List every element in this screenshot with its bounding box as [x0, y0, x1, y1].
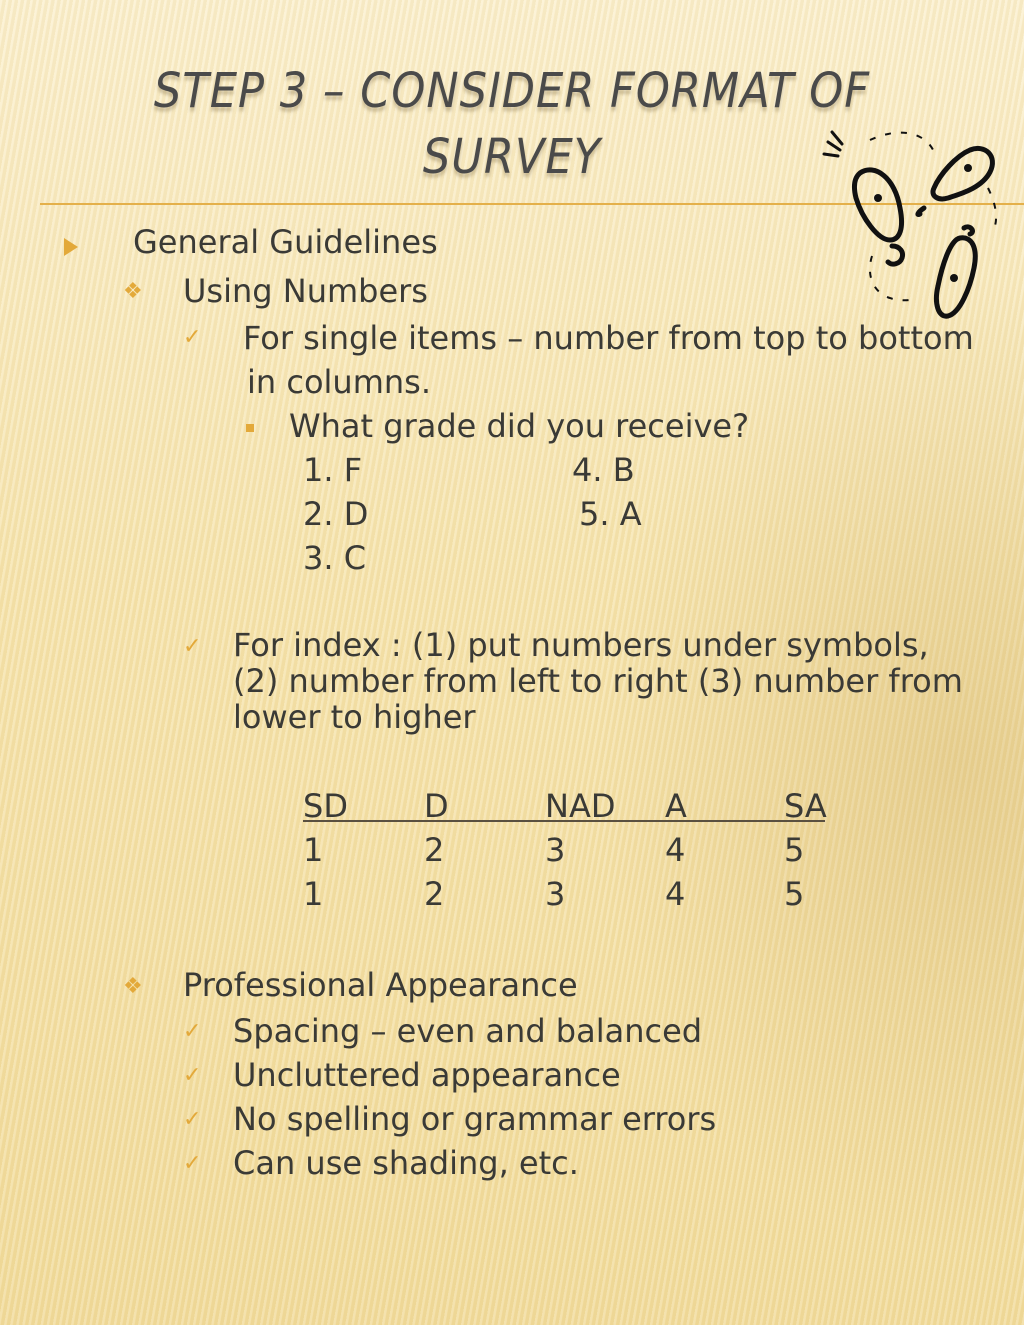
scale-header: SD — [303, 787, 348, 825]
four-diamond-bullet-icon: ❖ — [123, 974, 143, 999]
appearance-item: Uncluttered appearance — [233, 1056, 621, 1094]
index-line-1: For index : (1) put numbers under symbols, — [233, 626, 929, 664]
footprints-icon — [820, 128, 1004, 328]
using-numbers-heading: Using Numbers — [183, 272, 428, 310]
grade-option: 5. A — [579, 495, 642, 533]
appearance-item: No spelling or grammar errors — [233, 1100, 717, 1138]
scale-header: NAD — [545, 787, 616, 825]
arrow-bullet-icon — [64, 238, 78, 256]
scale-cell: 4 — [665, 831, 686, 869]
index-line-3: lower to higher — [233, 698, 476, 736]
scale-cell: 3 — [545, 831, 566, 869]
checkmark-bullet-icon: ✓ — [183, 1019, 202, 1044]
square-bullet-icon — [246, 424, 254, 432]
grade-option: 3. C — [303, 539, 367, 577]
scale-cell: 2 — [424, 831, 445, 869]
single-items-line-1: For single items – number from top to bottom — [243, 319, 974, 357]
grade-question: What grade did you receive? — [289, 407, 750, 445]
appearance-item: Spacing – even and balanced — [233, 1012, 703, 1050]
checkmark-bullet-icon: ✓ — [183, 1107, 202, 1132]
general-guidelines-heading: General Guidelines — [133, 223, 438, 261]
grade-option: 1. F — [303, 451, 363, 489]
checkmark-bullet-icon: ✓ — [183, 325, 202, 350]
scale-header: D — [424, 787, 449, 825]
index-line-2: (2) number from left to right (3) number from — [233, 662, 963, 700]
checkmark-bullet-icon: ✓ — [183, 634, 202, 659]
checkmark-bullet-icon: ✓ — [183, 1063, 202, 1088]
scale-cell: 2 — [424, 875, 445, 913]
scale-cell: 4 — [665, 875, 686, 913]
scale-cell: 5 — [784, 831, 805, 869]
scale-cell: 1 — [303, 875, 324, 913]
slide-title: STEP 3 – CONSIDER FORMAT OF SURVEY — [153, 63, 871, 185]
scale-cell: 1 — [303, 831, 324, 869]
scale-cell: 3 — [545, 875, 566, 913]
grade-option: 4. B — [572, 451, 635, 489]
scale-header: A — [665, 787, 687, 825]
four-diamond-bullet-icon: ❖ — [123, 279, 143, 304]
scale-cell: 5 — [784, 875, 805, 913]
professional-appearance-heading: Professional Appearance — [183, 966, 578, 1004]
appearance-item: Can use shading, etc. — [233, 1144, 579, 1182]
checkmark-bullet-icon: ✓ — [183, 1151, 202, 1176]
grade-option: 2. D — [303, 495, 369, 533]
single-items-line-2: in columns. — [247, 363, 431, 401]
scale-header: SA — [784, 787, 827, 825]
